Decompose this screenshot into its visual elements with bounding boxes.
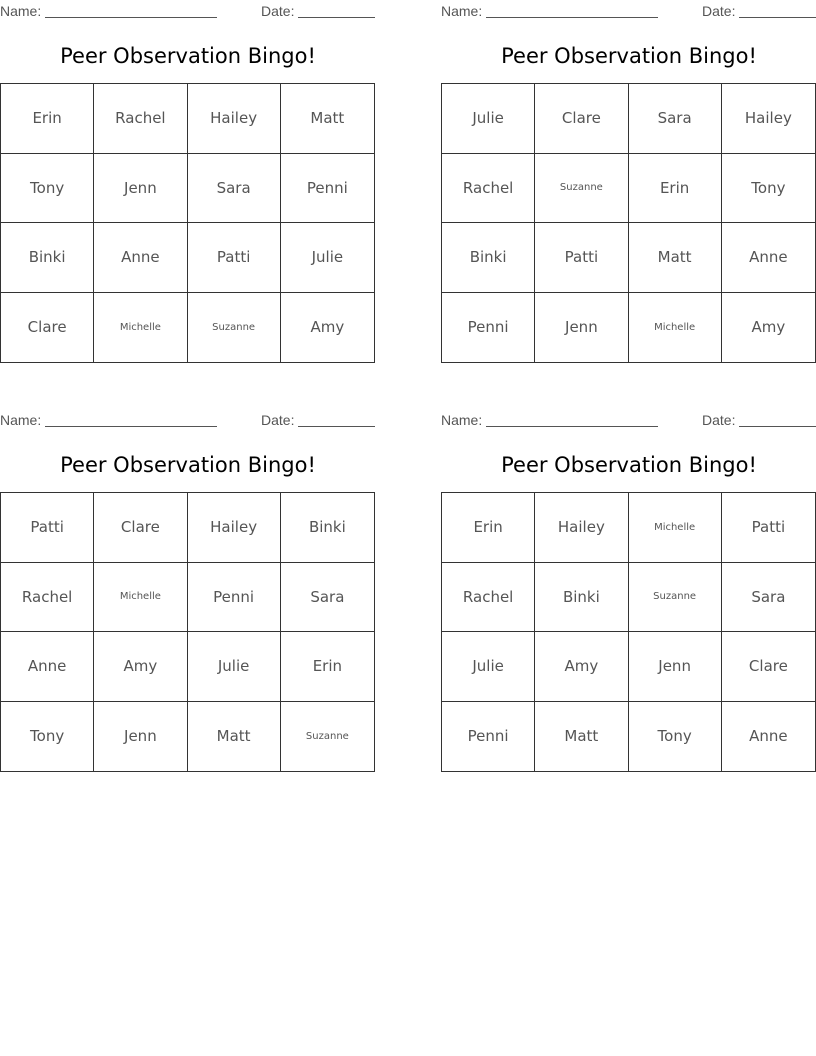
- bingo-cell: Clare: [535, 84, 628, 154]
- date-label: Date:: [261, 3, 295, 19]
- date-label: Date:: [702, 3, 736, 19]
- bingo-cell: Julie: [188, 632, 281, 702]
- bingo-cell: Jenn: [94, 702, 187, 772]
- bingo-cell: Suzanne: [188, 293, 281, 363]
- name-blank-line: [486, 426, 658, 427]
- bingo-cell: Clare: [722, 632, 815, 702]
- bingo-cell: Hailey: [722, 84, 815, 154]
- bingo-cell: Sara: [629, 84, 722, 154]
- bingo-cell: Michelle: [629, 493, 722, 563]
- card-title: Peer Observation Bingo!: [501, 453, 757, 477]
- bingo-card-2: [441, 0, 816, 364]
- name-label: Name:: [0, 412, 42, 428]
- bingo-cell: Penni: [281, 154, 374, 224]
- bingo-cell: Penni: [442, 293, 535, 363]
- bingo-cell: Clare: [1, 293, 94, 363]
- bingo-grid: [0, 492, 375, 772]
- bingo-cell: Julie: [281, 223, 374, 293]
- bingo-cell: Hailey: [188, 84, 281, 154]
- bingo-cell: Jenn: [535, 293, 628, 363]
- card-header: [0, 411, 376, 429]
- bingo-cell: Rachel: [442, 563, 535, 633]
- bingo-grid: [441, 492, 816, 772]
- bingo-cell: Clare: [94, 493, 187, 563]
- bingo-cell: Amy: [535, 632, 628, 702]
- bingo-cell: Amy: [310, 318, 345, 337]
- name-label: Name:: [441, 412, 483, 428]
- bingo-cell: Rachel: [442, 154, 535, 224]
- bingo-cell: Anne: [749, 727, 788, 746]
- bingo-cell: Erin: [281, 632, 374, 702]
- bingo-cell: Michelle: [94, 563, 187, 633]
- bingo-cell: Patti: [535, 223, 628, 293]
- date-blank-line: [298, 426, 375, 427]
- bingo-cell: Penni: [442, 702, 535, 772]
- bingo-cell: Matt: [188, 702, 281, 772]
- bingo-cell: Binki: [1, 223, 94, 293]
- card-header: [0, 2, 376, 20]
- bingo-cell: Hailey: [535, 493, 628, 563]
- bingo-cell: Julie: [442, 632, 535, 702]
- card-title: Peer Observation Bingo!: [60, 44, 316, 68]
- name-blank-line: [45, 426, 217, 427]
- bingo-cell: Jenn: [94, 154, 187, 224]
- bingo-card-1: [0, 0, 376, 364]
- bingo-cell: Suzanne: [535, 154, 628, 224]
- bingo-cell: Anne: [722, 223, 815, 293]
- name-label: Name:: [441, 3, 483, 19]
- bingo-grid: [441, 83, 816, 363]
- bingo-cell: Hailey: [188, 493, 281, 563]
- bingo-cell: Julie: [442, 84, 535, 154]
- bingo-cell: Erin: [629, 154, 722, 224]
- bingo-grid: [0, 83, 375, 363]
- bingo-cell: Tony: [629, 702, 722, 772]
- date-label: Date:: [702, 412, 736, 428]
- bingo-cell: Binki: [535, 563, 628, 633]
- card-header: [441, 411, 816, 429]
- bingo-cell: Binki: [442, 223, 535, 293]
- bingo-cell: Rachel: [1, 563, 94, 633]
- bingo-cell: Tony: [1, 154, 94, 224]
- bingo-cell: Matt: [535, 702, 628, 772]
- bingo-cell: Erin: [442, 493, 535, 563]
- date-blank-line: [739, 17, 816, 18]
- bingo-cell: Suzanne: [629, 563, 722, 633]
- bingo-cell: Amy: [94, 632, 187, 702]
- bingo-cell: Sara: [722, 563, 815, 633]
- bingo-cell: Tony: [1, 702, 94, 772]
- bingo-cell: Erin: [1, 84, 94, 154]
- bingo-cell: Matt: [629, 223, 722, 293]
- bingo-cell: Penni: [188, 563, 281, 633]
- bingo-cell: Jenn: [629, 632, 722, 702]
- card-title: Peer Observation Bingo!: [501, 44, 757, 68]
- bingo-cell: Sara: [281, 563, 374, 633]
- bingo-cell: Suzanne: [305, 730, 349, 742]
- bingo-cell: Michelle: [94, 293, 187, 363]
- bingo-card-3: [0, 409, 376, 773]
- bingo-cell: Tony: [722, 154, 815, 224]
- bingo-cell: Patti: [188, 223, 281, 293]
- bingo-cell: Sara: [188, 154, 281, 224]
- bingo-cell: Patti: [1, 493, 94, 563]
- card-header: [441, 2, 816, 20]
- bingo-card-4: [441, 409, 816, 773]
- bingo-cell: Anne: [94, 223, 187, 293]
- bingo-cell: Binki: [281, 493, 374, 563]
- name-blank-line: [45, 17, 217, 18]
- name-label: Name:: [0, 3, 42, 19]
- bingo-cell: Anne: [1, 632, 94, 702]
- name-blank-line: [486, 17, 658, 18]
- bingo-cell: Matt: [281, 84, 374, 154]
- bingo-cell: Michelle: [629, 293, 722, 363]
- bingo-cell: Amy: [751, 318, 786, 337]
- date-label: Date:: [261, 412, 295, 428]
- date-blank-line: [298, 17, 375, 18]
- card-title: Peer Observation Bingo!: [60, 453, 316, 477]
- bingo-cell: Rachel: [94, 84, 187, 154]
- bingo-cell: Patti: [722, 493, 815, 563]
- date-blank-line: [739, 426, 816, 427]
